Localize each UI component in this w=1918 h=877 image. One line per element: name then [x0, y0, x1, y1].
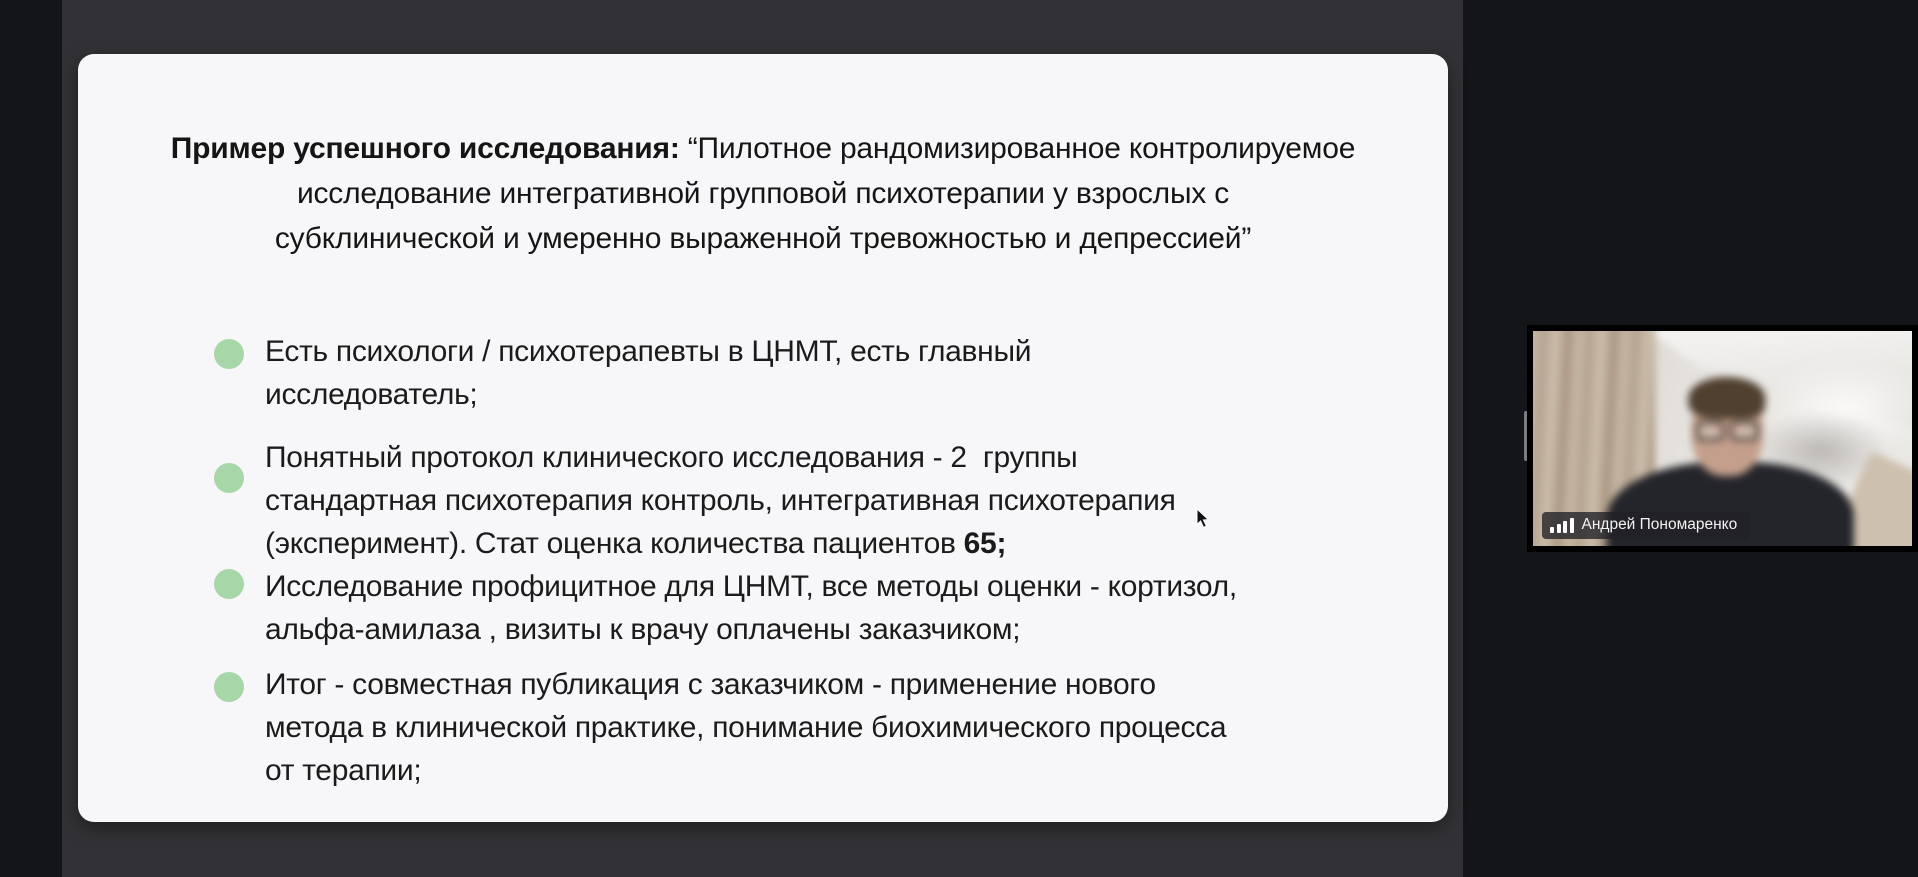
bullet-2-line-3-text: (эксперимент). Стат оценка количества пациентов	[265, 527, 964, 560]
bullet-2-line-2: стандартная психотерапия контроль, интегративная психотерапия	[265, 484, 1176, 517]
bullet-text-3	[265, 565, 1237, 651]
slide-title-line-3: субклинической и умеренно выраженной тревожностью и депрессией”	[274, 222, 1252, 255]
person-hair	[1688, 377, 1766, 419]
bullet-2-bold-number: 65;	[963, 527, 1007, 560]
participant-name: Андрей Пономаренко	[1581, 516, 1738, 533]
bullet-3-line-1: Исследование профицитное для ЦНМТ, все методы оценки - кортизол,	[265, 570, 1237, 603]
slide-title-line-1-rest: “Пилотное рандомизированное контролируемое	[679, 132, 1356, 165]
glasses-icon	[1696, 421, 1758, 441]
participant-video-tile[interactable]	[1527, 325, 1918, 552]
person-head	[1691, 384, 1763, 476]
slide-title-bold-prefix: Пример успешного исследования:	[170, 132, 680, 165]
screen-share-region	[62, 0, 1463, 877]
bullet-text-2	[265, 436, 1176, 565]
slide-title-line-2: исследование интегративной групповой психотерапии у взрослых с	[296, 177, 1230, 210]
bullet-text-1	[265, 330, 1031, 416]
bullet-dot-icon	[214, 569, 244, 599]
signal-bars-icon	[1550, 518, 1574, 533]
presentation-slide	[78, 54, 1448, 822]
bullet-4-line-2: метода в клинической практике, понимание биохимического процесса	[265, 711, 1227, 744]
bullet-1-line-1: Есть психологи / психотерапевты в ЦНМТ, есть главный	[265, 335, 1032, 368]
bullet-item-3	[214, 565, 1394, 651]
bullet-item-4	[214, 663, 1394, 792]
bullet-dot-icon	[214, 463, 244, 493]
bullet-text-4	[265, 663, 1226, 792]
bullet-2-line-1: Понятный протокол клинического исследования - 2 группы	[265, 441, 1078, 474]
bullet-list	[214, 330, 1394, 792]
bullet-dot-icon	[214, 339, 244, 369]
bullet-2-line-3	[265, 522, 1176, 565]
bullet-4-line-3: от терапии;	[265, 754, 422, 787]
bullet-dot-icon	[214, 672, 244, 702]
participant-name-badge	[1542, 512, 1750, 539]
bullet-4-line-1: Итог - совместная публикация с заказчиком - применение нового	[265, 668, 1156, 701]
bullet-3-line-2: альфа-амилаза , визиты к врачу оплачены заказчиком;	[265, 613, 1021, 646]
slide-title	[78, 54, 1448, 261]
bullet-item-1	[214, 330, 1394, 416]
participant-video-feed	[1533, 331, 1912, 546]
arrow-cursor-icon	[1196, 508, 1210, 529]
slide-title-line-1	[78, 126, 1448, 171]
bullet-1-line-2: исследователь;	[265, 378, 478, 411]
bullet-item-2	[214, 436, 1394, 565]
